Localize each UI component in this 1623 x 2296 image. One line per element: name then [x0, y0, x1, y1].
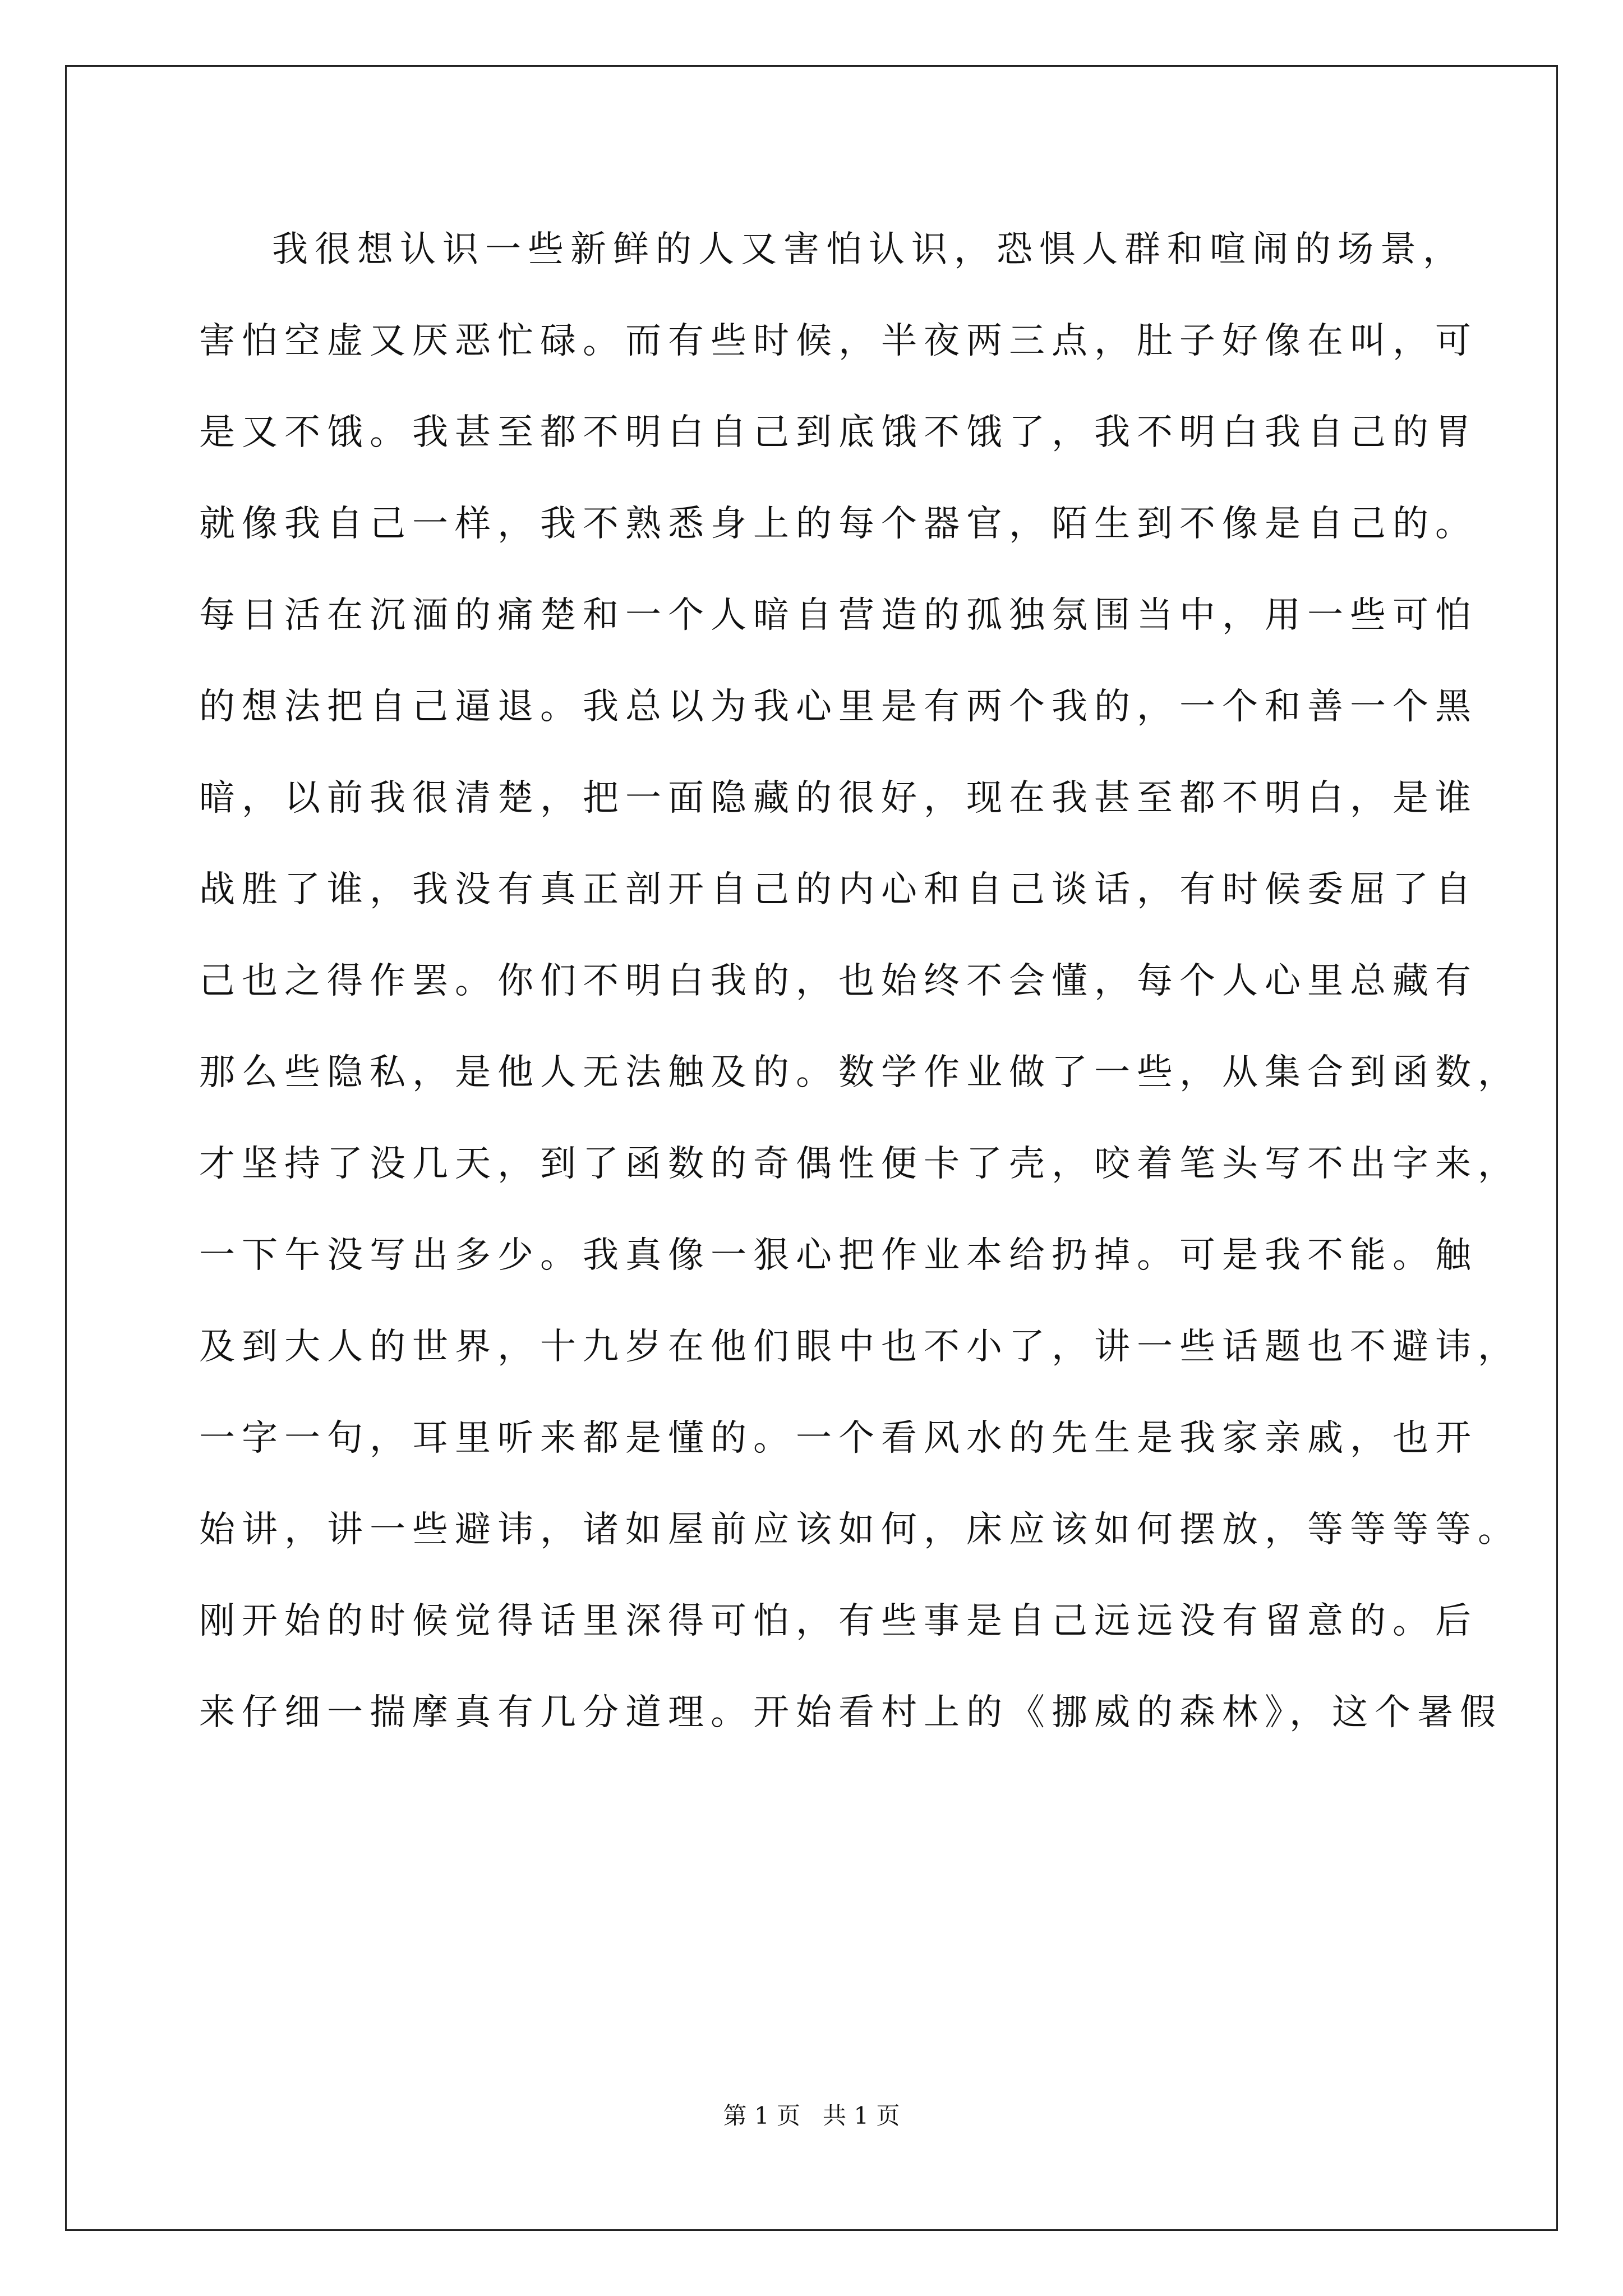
page-number-footer: 第 1 页 共 1 页	[723, 2102, 900, 2129]
text-line: 是又不饿。我甚至都不明白自己到底饿不饿了，我不明白我自己的胃	[199, 412, 1478, 453]
body-paragraph	[199, 204, 1520, 1759]
text-line: 那么些隐私，是他人无法触及的。数学作业做了一些，从集合到函数，	[199, 1052, 1520, 1093]
text-line: 我很想认识一些新鲜的人又害怕认识，恐惧人群和喧闹的场景，	[272, 229, 1465, 270]
text-line: 及到大人的世界，十九岁在他们眼中也不小了，讲一些话题也不避讳，	[199, 1326, 1520, 1368]
text-line: 才坚持了没几天，到了函数的奇偶性便卡了壳，咬着笔头写不出字来，	[199, 1143, 1520, 1185]
text-line: 始讲，讲一些避讳，诸如屋前应该如何，床应该如何摆放，等等等等。	[199, 1509, 1520, 1550]
text-line: 一字一句，耳里听来都是懂的。一个看风水的先生是我家亲戚，也开	[199, 1418, 1478, 1459]
text-line: 害怕空虚又厌恶忙碌。而有些时候，半夜两三点，肚子好像在叫，可	[199, 320, 1478, 362]
text-line: 暗，以前我很清楚，把一面隐藏的很好，现在我甚至都不明白，是谁	[199, 777, 1478, 819]
text-line: 一下午没写出多少。我真像一狠心把作业本给扔掉。可是我不能。触	[199, 1235, 1478, 1276]
text-line: 己也之得作罢。你们不明白我的，也始终不会懂，每个人心里总藏有	[199, 960, 1478, 1002]
text-line: 每日活在沉湎的痛楚和一个人暗自营造的孤独氛围当中，用一些可怕	[199, 595, 1478, 636]
text-line: 就像我自己一样，我不熟悉身上的每个器官，陌生到不像是自己的。	[199, 503, 1478, 545]
text-line: 战胜了谁，我没有真正剖开自己的内心和自己谈话，有时候委屈了自	[199, 869, 1478, 910]
text-line: 的想法把自己逼退。我总以为我心里是有两个我的，一个和善一个黑	[199, 686, 1478, 728]
text-line: 刚开始的时候觉得话里深得可怕，有些事是自己远远没有留意的。后	[199, 1600, 1478, 1642]
text-line: 来仔细一揣摩真有几分道理。开始看村上的《挪威的森林》，这个暑假	[199, 1692, 1502, 1733]
